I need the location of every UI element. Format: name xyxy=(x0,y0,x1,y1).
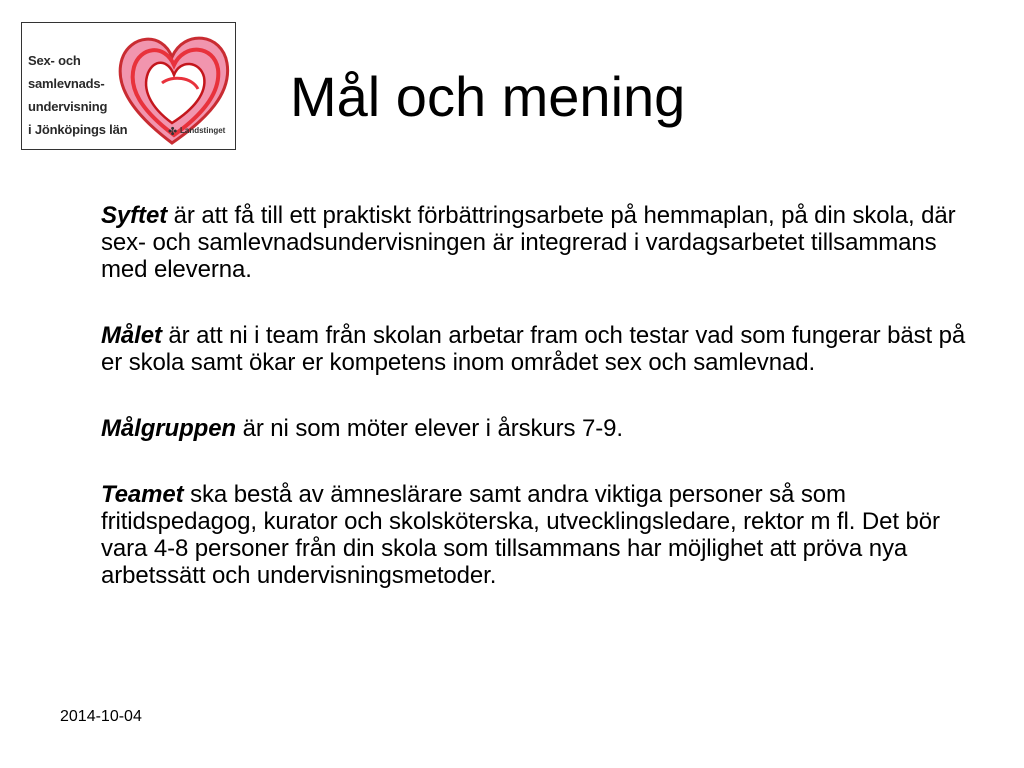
landstinget-icon: ✤ xyxy=(168,126,178,138)
logo-line: undervisning xyxy=(28,99,108,114)
paragraph-lead: Syftet xyxy=(101,202,168,229)
logo-line: i Jönköpings län xyxy=(28,122,128,137)
page-title: Mål och mening xyxy=(290,65,686,128)
slide-date: 2014-10-04 xyxy=(60,708,142,725)
paragraph-malet xyxy=(101,322,981,376)
logo-text xyxy=(28,49,127,141)
logo-org: Landstinget xyxy=(180,126,226,135)
paragraph-malgruppen xyxy=(101,415,981,442)
paragraph-syftet xyxy=(101,202,981,283)
slide-body xyxy=(101,202,981,628)
paragraph-teamet xyxy=(101,481,981,589)
logo xyxy=(21,22,236,150)
logo-line: Sex- och xyxy=(28,53,81,68)
paragraph-lead: Målet xyxy=(101,322,162,349)
paragraph-text: ska bestå av ämneslärare samt andra viktiga personer så som fritidspedagog, kurator och skolsköterska, utvecklingsledare, rektor m fl. Det bör vara 4-8 personer från din skola som tillsammans har möjlighet att pröva nya arbetssätt och undervisningsmetoder. xyxy=(101,481,940,589)
paragraph-lead: Målgruppen xyxy=(101,415,236,442)
paragraph-lead: Teamet xyxy=(101,481,184,508)
logo-line: samlevnads- xyxy=(28,76,105,91)
paragraph-text: är att få till ett praktiskt förbättringsarbete på hemmaplan, på din skola, där sex- och samlevnadsundervisningen är integrerad i vardagsarbetet tillsammans med eleverna. xyxy=(101,202,956,283)
paragraph-text: är att ni i team från skolan arbetar fram och testar vad som fungerar bäst på er skola samt ökar er kompetens inom området sex och samlevnad. xyxy=(101,322,966,376)
paragraph-text: är ni som möter elever i årskurs 7-9. xyxy=(236,415,623,442)
